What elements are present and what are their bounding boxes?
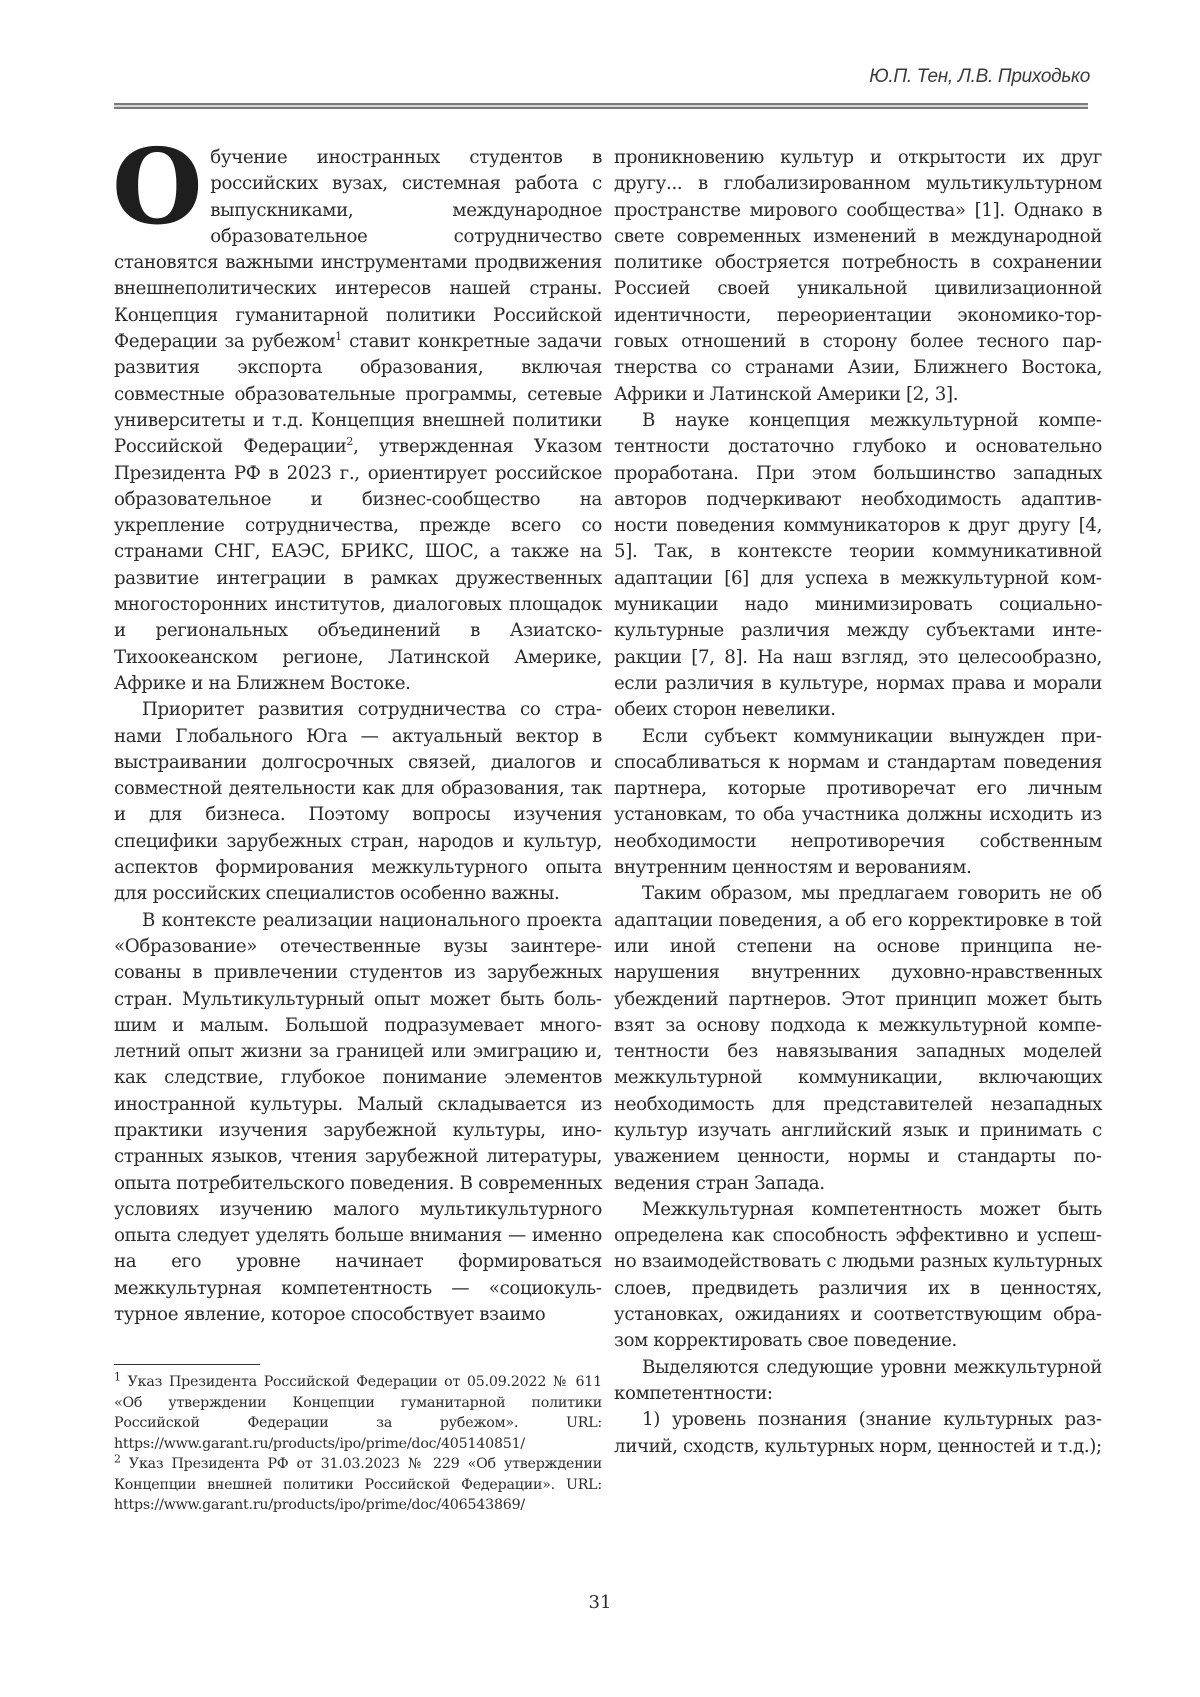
right-column <box>614 145 1102 1460</box>
footnote-ref[interactable]: 2 <box>346 435 354 449</box>
footnote-1 <box>114 1372 602 1454</box>
paragraph: Выделяются следующие уровни межкультурной компетентности: <box>614 1356 1102 1404</box>
paragraph: В науке концепция межкультурной компетентности достаточно глубоко и основательно проработана. При этом большинство западных авторов подчеркивают необходимость адаптивности поведения коммуникаторов к друг другу [4, 5]. Так, в контексте теории коммуникативной адаптации [6] для успеха в межкультурной коммуникации надо минимизировать социально-культурные различия между субъектами интеракции [7, 8]. На наш взгляд, это целесообразно, если различия в культуре, нормах права и морали обеих сторон невелики. <box>614 409 1102 721</box>
paragraph-intro <box>112 125 603 697</box>
footnote-separator <box>114 1364 260 1365</box>
footnote-text[interactable]: Указ Президента Российской Федерации от 05.09.2022 № 611 «Об утверждении Концепции гуманитарной политики Российской Федерации за рубежом». URL: https://www.garant.ru/products/ipo/prime/doc/405140851/ <box>114 1374 602 1452</box>
footnote-text[interactable]: Указ Президента РФ от 31.03.2023 № 229 «Об утверждении Концепции внешней политики Российской Федерации». URL: https://www.garant.ru/products/ipo/prime/doc/406543869/ <box>114 1456 602 1513</box>
paragraph-continued: проникновению культур и открытости их друг другу... в глобализированном мультикультурном пространстве мирового сообщества» [1]. Однако в свете современных изменений в международной политике обостряется потребность в сохранении Россией своей уникальной цивилизационной идентичности, переориентации экономико-торговых отношений в сторону более тесного партнерства со странами Азии, Ближнего Востока, Африки и Латинской Америки [2, 3]. <box>614 147 1102 405</box>
paragraph: Таким образом, мы предлагаем говорить не об адаптации поведения, а об его корректировке в той или иной степени на основе принципа ненарушения внутренних духовно-нравственных убеждений партнеров. Этот принцип может быть взят за основу подхода к межкультурной компетентности без навязывания западных моделей межкультурной коммуникации, включающих необходимость для представителей незападных культур изучать английский язык и принимать с уважением ценности, нормы и стандарты поведения стран Запада. <box>614 883 1102 1194</box>
running-head-authors: Ю.П. Тен, Л.В. Приходько <box>869 66 1090 87</box>
paragraph: Межкультурная компетентность может быть определена как способность эффективно и успешно взаимодействовать с людьми разных культурных слоев, предвидеть различия их в ценностях, установках, ожиданиях и соответствующим образом корректировать свое поведение. <box>614 1198 1102 1352</box>
paragraph-text: ставит конкретные задачи развития экспорта образования, включая совместные образовательные программы, сетевые университеты и т.д. Концепция внешней политики Российской Федерации <box>114 331 603 458</box>
left-column <box>112 125 603 1328</box>
footnote-2 <box>114 1454 602 1516</box>
footnotes <box>114 1372 602 1516</box>
drop-cap: О <box>112 125 203 248</box>
paragraph-text: бучение иностранных студентов в российских вузах, системная работа с выпускниками, международное образовательное сотрудничество становятся важными инструментами продвижения внешнеполитических интересов нашей страны. Концепция гуманитарной политики Российской Федерации за рубежом <box>114 147 602 353</box>
page-number: 31 <box>588 1592 612 1613</box>
footnote-ref[interactable]: 1 <box>335 330 342 344</box>
footnote-number: 2 <box>114 1452 121 1466</box>
paragraph: В контексте реализации национального проекта «Образование» отечественные вузы заинтересованы в привлечении студентов из зарубежных стран. Мультикультурный опыт может быть большим и малым. Большой подразумевает многолетний опыт жизни за границей или эмиграцию и, как следствие, глубокое понимание элементов иностранной культуры. Малый складывается из практики изучения зарубежной культуры, иностранных языков, чтения зарубежной литературы, опыта потребительского поведения. В современных условиях изучению малого мультикультурного опыта следует уделять больше внимания — именно на его уровне начинает формироваться межкультурная компетентность — «социокультурное явление, которое способствует взаимо <box>114 909 602 1326</box>
paragraph: Приоритет развития сотрудничества со странами Глобального Юга — актуальный вектор в выстраивании долгосрочных связей, диалогов и совместной деятельности как для образования, так и для бизнеса. Поэтому вопросы изучения специфики зарубежных стран, народов и культур, аспектов формирования межкультурного опыта для российских специалистов особенно важны. <box>114 699 602 905</box>
footnote-number: 1 <box>114 1370 121 1384</box>
list-item: 1) уровень познания (знание культурных различий, сходств, культурных норм, ценностей и т.д.); <box>614 1409 1102 1457</box>
paragraph: Если субъект коммуникации вынужден приспосабливаться к нормам и стандартам поведения партнера, которые противоречат его личным установкам, то оба участника должны исходить из необходимости непротиворечия собственным внутренним ценностям и верованиям. <box>614 725 1102 879</box>
paragraph-text: , утвержденная Указом Президента РФ в 2023 г., ориентирует российское образовательное и бизнес-сообщество на укрепление сотрудничества, прежде всего со странами СНГ, ЕАЭС, БРИКС, ШОС, а также на развитие интеграции в рамках дружественных многосторонних институтов, диалоговых площадок и региональных объединений в Азиатско-Тихоокеанском регионе, Латинской Америке, Африке и на Ближнем Востоке. <box>114 436 602 694</box>
header-double-rule <box>114 103 1088 109</box>
